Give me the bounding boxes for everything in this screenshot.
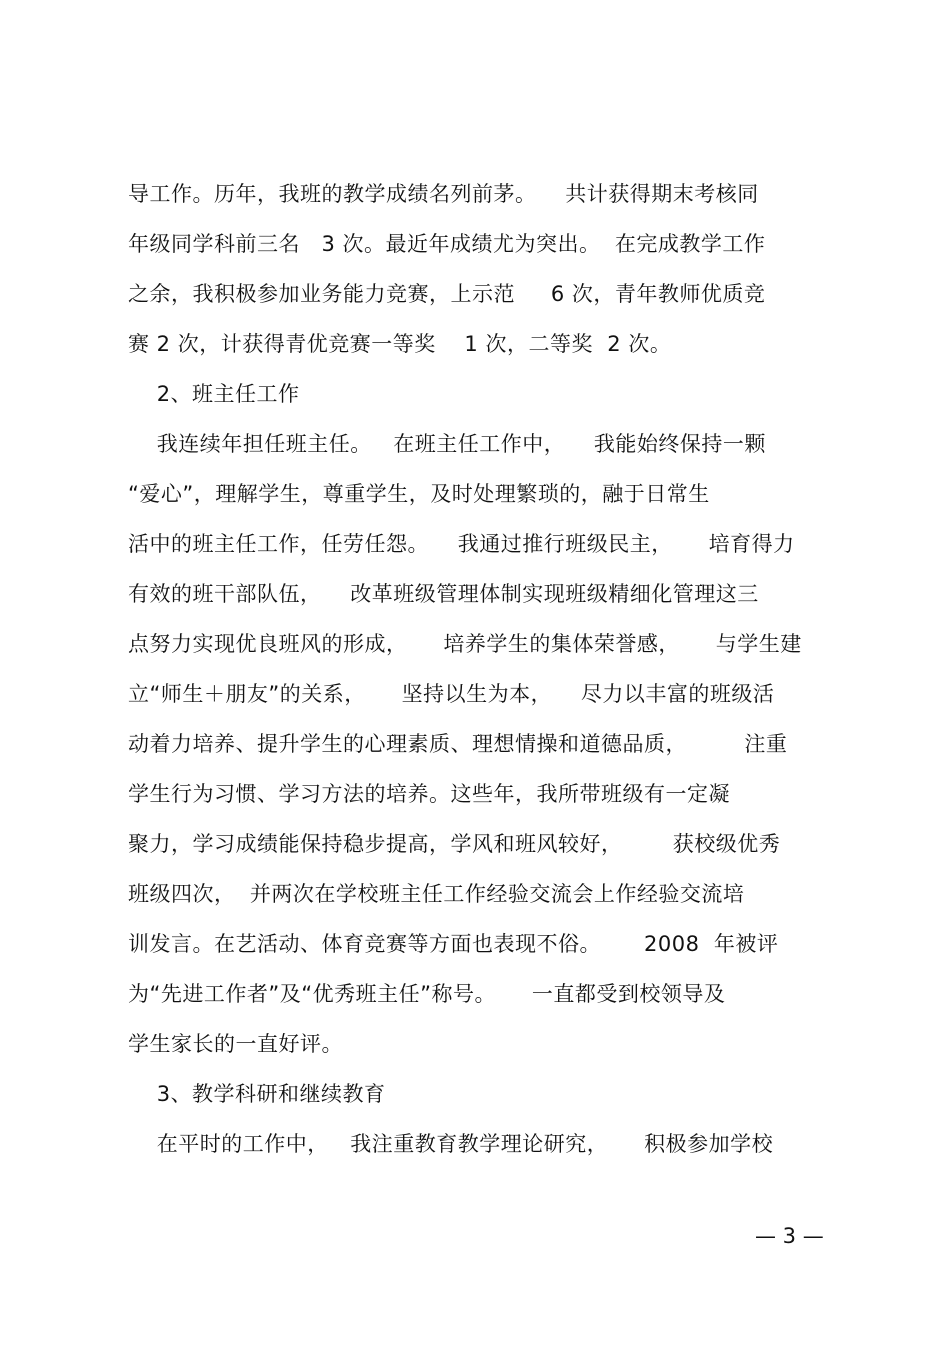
paragraph-line: 导工作。历年，我班的教学成绩名列前茅。 共计获得期末考核同 [128,182,759,206]
section-heading: 3、教学科研和继续教育 [128,1082,386,1106]
paragraph-line: 点努力实现优良班风的形成， 培养学生的集体荣誉感， 与学生建 [128,632,802,656]
paragraph-line: 训发言。在艺活动、体育竞赛等方面也表现不俗。 2008 年被评 [128,932,779,956]
paragraph-line: 活中的班主任工作，任劳任怨。 我通过推行班级民主， 培育得力 [128,532,795,556]
paragraph-line: 有效的班干部队伍， 改革班级管理体制实现班级精细化管理这三 [128,582,759,606]
paragraph-line: 年级同学科前三名 3 次。最近年成绩尤为突出。 在完成教学工作 [128,232,766,256]
paragraph-line: “爱心”，理解学生，尊重学生，及时处理繁琐的，融于日常生 [128,482,710,506]
section-heading: 2、班主任工作 [128,382,300,406]
paragraph-line: 赛 2 次，计获得青优竞赛一等奖 1 次，二等奖 2 次。 [128,332,672,356]
paragraph-line: 之余，我积极参加业务能力竞赛，上示范 6 次，青年教师优质竞 [128,282,766,306]
paragraph-line: 学生行为习惯、学习方法的培养。这些年，我所带班级有一定凝 [128,782,730,806]
paragraph-line: 立“师生＋朋友”的关系， 坚持以生为本， 尽力以丰富的班级活 [128,682,775,706]
page-number: — 3 — [755,1224,824,1248]
paragraph-line: 动着力培养、提升学生的心理素质、理想情操和道德品质， 注重 [128,732,788,756]
paragraph-line: 班级四次， 并两次在学校班主任工作经验交流会上作经验交流培 [128,882,745,906]
paragraph-line: 学生家长的一直好评。 [128,1032,343,1056]
paragraph-line: 聚力，学习成绩能保持稳步提高，学风和班风较好， 获校级优秀 [128,832,781,856]
paragraph-line: 在平时的工作中， 我注重教育教学理论研究， 积极参加学校 [128,1132,774,1156]
paragraph-line: 我连续年担任班主任。 在班主任工作中， 我能始终保持一颗 [128,432,766,456]
paragraph-line: 为“先进工作者”及“优秀班主任”称号。 一直都受到校领导及 [128,982,726,1006]
